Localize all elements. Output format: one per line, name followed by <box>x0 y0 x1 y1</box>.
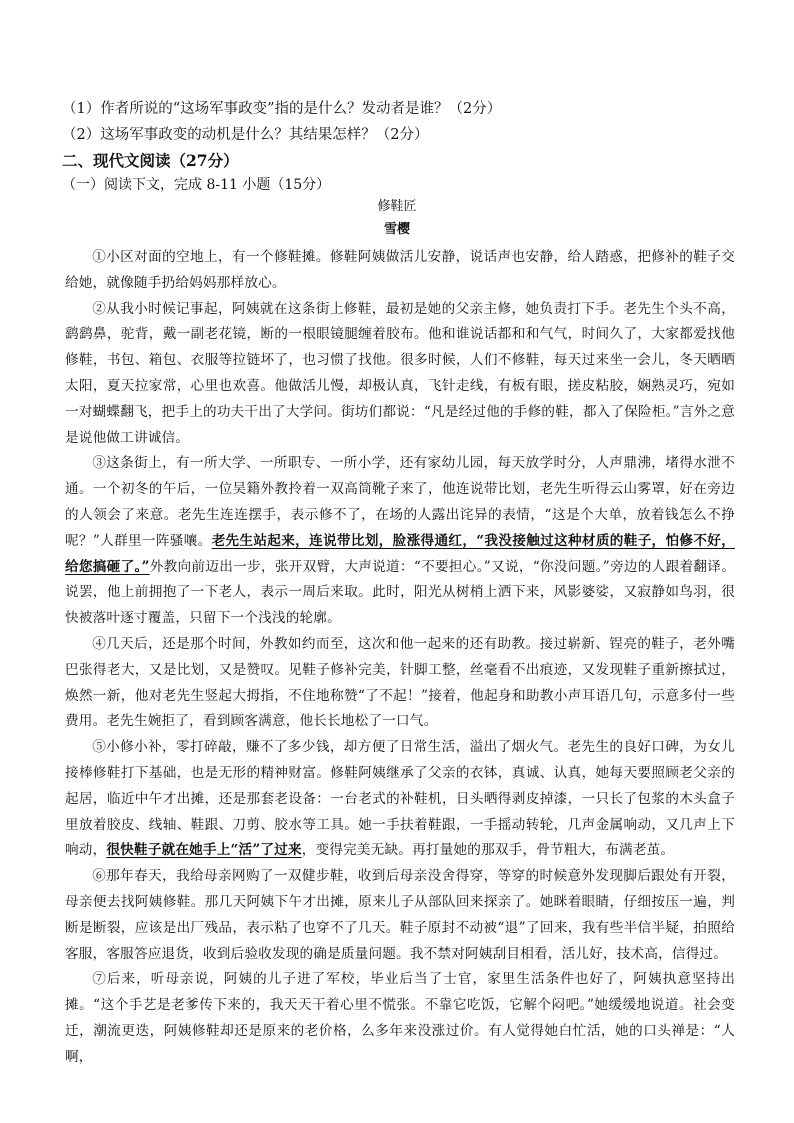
paragraph-3-text-a: ③这条街上，有一所大学、一所职专、一所小学，还有家幼儿园，每天放学时分，人声鼎沸，堵得水泄不通。一个初冬的午后，一位吴籍外教拎着一双高筒靴子来了，他连说带比划，老先生听得云山雾罩，好在旁边的人领会了来意。老先生连连摆手，表示修不了，在场的人露出诧异的表情，“这是个大单，放着钱怎么不挣呢？”人群里一阵骚嚷。 <box>65 455 735 549</box>
article-title: 修鞋匠 <box>377 199 417 214</box>
paragraph-4: ④几天后，还是那个时间，外教如约而至，这次和他一起来的还有助教。接过崭新、锃亮的鞋子，老外嘴巴张得老大，又是比划，又是赞叹。见鞋子修补完美，针脚工整，丝毫看不出痕迹，又发现鞋子重新擦拭过，焕然一新，他对老先生竖起大拇指，不住地称赞“了不起！”接着，他起身和助教小声耳语几句，示意多付一些费用。老先生婉拒了，看到顾客满意，他长长地松了一口气。 <box>65 635 735 730</box>
paragraph-3-highlight: 老先生站起来，连说带比划，脸涨得通红，“我没接触过这种材质的鞋子，怕修不好，给您搞砸了。” <box>65 532 736 575</box>
paragraph-3 <box>65 451 735 632</box>
paragraph-3-text-b: 外教向前迈出一步，张开双臂，大声说道：“不要担心。”又说，“你没问题。”旁边的人跟着翻译。说罢，他上前拥抱了一下老人，表示一周后来取。此时，阳光从树梢上洒下来，风影婆娑，又寂静如鸟羽，很快被落叶逐寸覆盖，只留下一个浅浅的轮廓。 <box>65 558 735 627</box>
question-2: （2）这场军事政变的动机是什么？其结果怎样？（2分） <box>62 127 429 143</box>
question-1: （1）作者所说的“这场军事政变”指的是什么？发动者是谁？（2分） <box>62 101 502 117</box>
article-author: 雪樱 <box>383 222 410 237</box>
article-body <box>65 245 735 1071</box>
section-title: 二、现代文阅读（27分） <box>62 151 239 170</box>
paragraph-5-highlight: 很快鞋子就在她手上“活”了过来 <box>106 842 302 859</box>
paragraph-5-text-b: ，变得完美无缺。再打量她的那双手，骨节粗大，布满老茧。 <box>301 842 675 859</box>
paragraph-5 <box>65 735 735 864</box>
paragraph-2: ②从我小时候记事起，阿姨就在这条街上修鞋，最初是她的父亲主修，她负责打下手。老先生个头不高，鹞鹞鼻，驼背，戴一副老花镜，断的一根眼镜腿缠着胶布。他和谁说话都和和气气，时间久了，大家都爱找他修鞋，书包、箱包、衣服等拉链坏了，也习惯了找他。很多时候，人们不修鞋，每天过来坐一会儿，冬天晒晒太阳，夏天拉家常，心里也欢喜。他做活儿慢，却极认真，飞针走线，有板有眼，搓皮粘胶，娴熟灵巧，宛如一对蝴蝶翻飞，把手上的功夫干出了大学问。街坊们都说：“凡是经过他的手修的鞋，都入了保险柜。”言外之意是说他做工讲诚信。 <box>65 300 735 446</box>
paragraph-7: ⑦后来，听母亲说，阿姨的儿子进了军校，毕业后当了士官，家里生活条件也好了，阿姨执意坚持出摊。“这个手艺是老爹传下来的，我天天干着心里不慌张。不靠它吃饭，它解个闷吧。”她缓缓地说道。社会变迁，潮流更迭，阿姨修鞋却还是原来的老价格，么多年来没涨过价。有人觉得她白忙活，她的口头禅是：“人啊， <box>65 971 735 1065</box>
subsection-instruction: （一）阅读下文，完成 8-11 小题（15分） <box>62 177 331 193</box>
paragraph-6: ⑥那年春天，我给母亲网购了一双健步鞋，收到后母亲没舍得穿，等穿的时候意外发现脚后跟处有开裂，母亲便去找阿姨修鞋。那几天阿姨下午才出摊，原来儿子从部队回来探亲了。她眯着眼睛，仔细按压一遍，判断是断裂，应该是出厂残品，表示粘了也穿不了几天。鞋子原封不动被“退”了回来，我有些半信半疑，拍照给客服，客服答应退货，收到后验收发现的确是质量问题。我不禁对阿姨刮目相看，活儿好，技术高，信得过。 <box>65 868 735 962</box>
paragraph-1: ①小区对面的空地上，有一个修鞋摊。修鞋阿姨做活儿安静，说话声也安静，给人踏惑，把修补的鞋子交给她，就像随手扔给妈妈那样放心。 <box>65 249 735 291</box>
paragraph-5-text-a: ⑤小修小补，零打碎敲，赚不了多少钱，却方便了日常生活，溢出了烟火气。老先生的良好口碑，为女儿接棒修鞋打下基础，也是无形的精神财富。修鞋阿姨继承了父亲的衣钵，真诚、认真，她每天要照顾老父亲的起居，临近中午才出摊，还是那套老设备：一台老式的补鞋机，日头晒得剥皮掉漆，一只长了包浆的木头盒子里放着胶皮、线轴、鞋跟、刀剪、胶水等工具。她一手扶着鞋跟，一手摇动转轮，几声金属响动，又几声上下响动， <box>65 739 735 859</box>
